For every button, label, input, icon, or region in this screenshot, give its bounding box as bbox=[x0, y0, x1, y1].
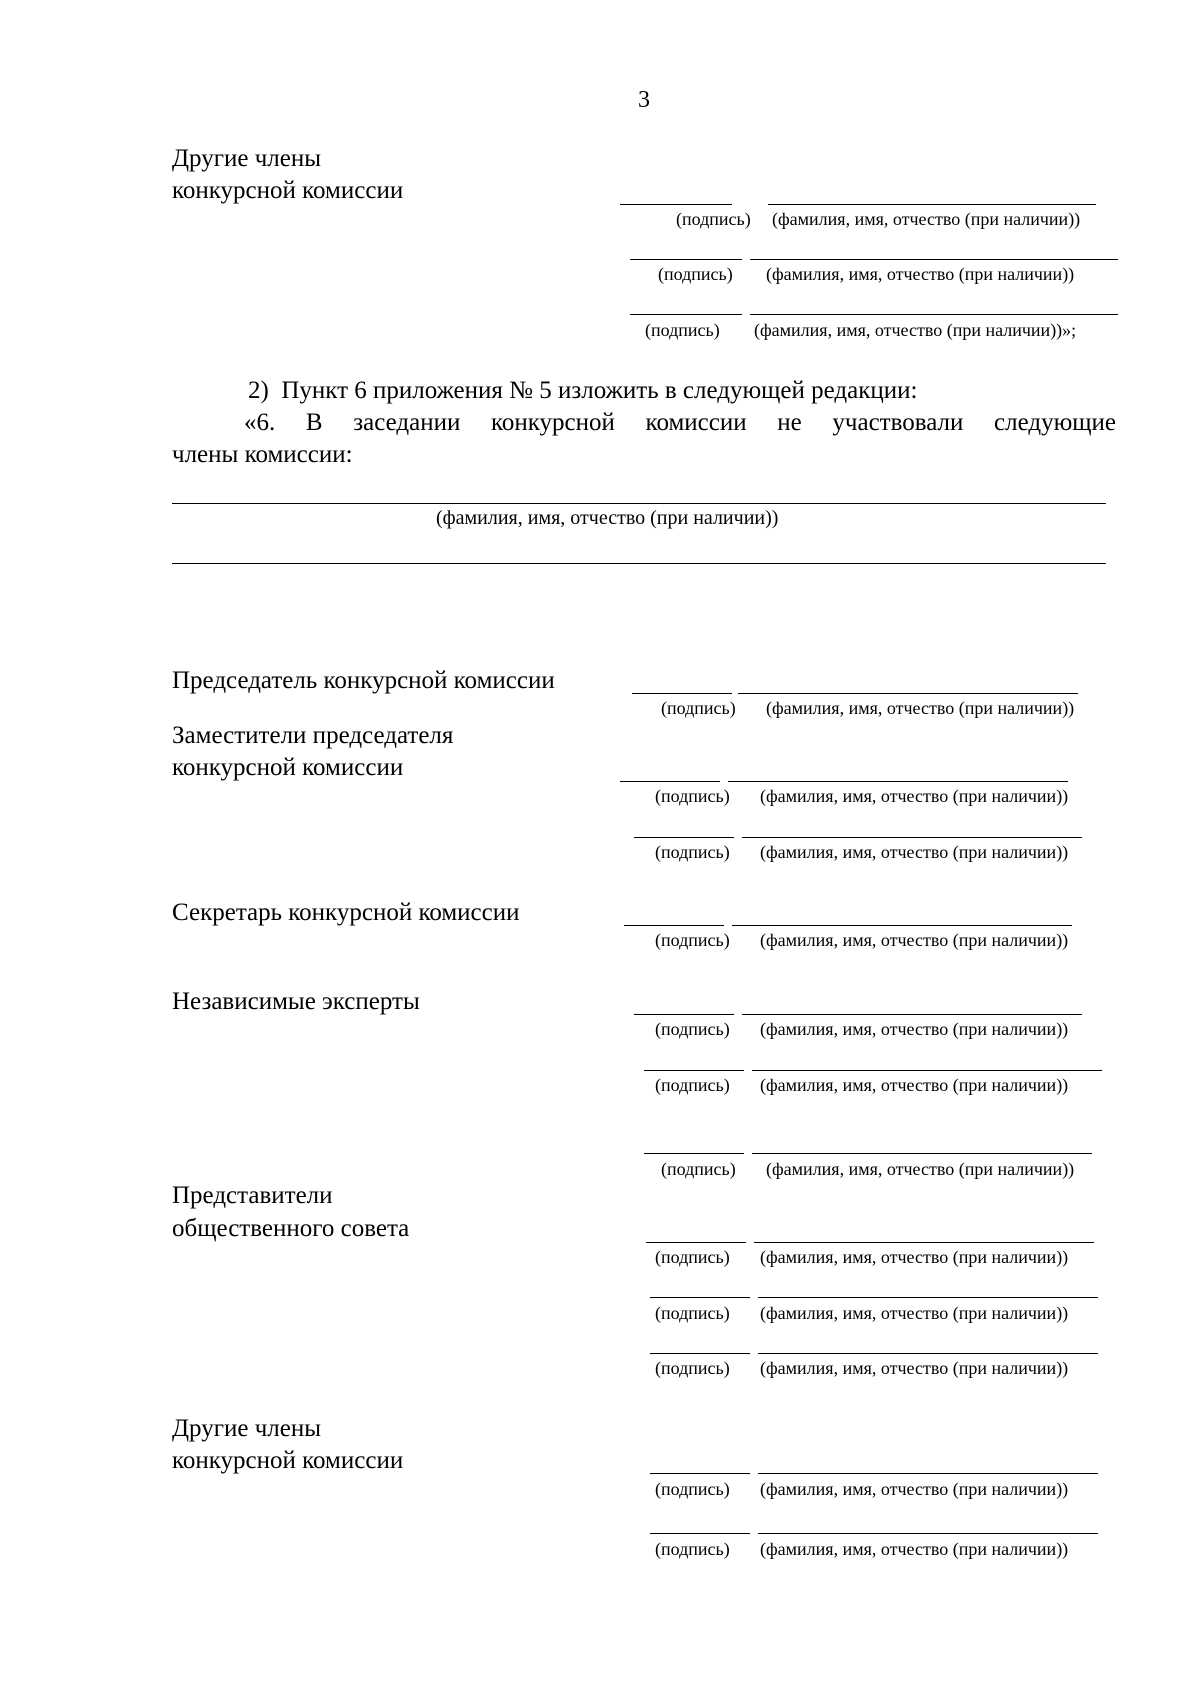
signature-caption: (подпись) bbox=[655, 842, 730, 862]
name-caption: (фамилия, имя, отчество (при наличии)) bbox=[766, 1159, 1075, 1179]
signature-caption: (подпись) bbox=[655, 1019, 730, 1039]
name-line bbox=[738, 693, 1078, 694]
name-caption: (фамилия, имя, отчество (при наличии)) bbox=[760, 1479, 1069, 1499]
signature-caption: (подпись) bbox=[676, 209, 751, 229]
name-caption: (фамилия, имя, отчество (при наличии)) bbox=[760, 786, 1069, 806]
signature-line bbox=[632, 693, 732, 694]
experts-label: Независимые эксперты bbox=[172, 988, 420, 1015]
signature-caption: (подпись) bbox=[661, 1159, 736, 1179]
top-others-label-line1: Другие члены bbox=[172, 145, 322, 172]
name-line bbox=[768, 204, 1096, 205]
signature-line bbox=[650, 1353, 750, 1354]
signature-caption: (подпись) bbox=[645, 320, 720, 340]
signature-line bbox=[644, 1153, 744, 1154]
signature-line bbox=[646, 1242, 746, 1243]
name-caption: (фамилия, имя, отчество (при наличии)) bbox=[772, 209, 1081, 229]
secretary-label: Секретарь конкурсной комиссии bbox=[172, 899, 520, 926]
amendment-item-text: Пункт 6 приложения № 5 изложить в следующей редакции: bbox=[281, 377, 918, 404]
name-caption: (фамилия, имя, отчество (при наличии)) bbox=[766, 698, 1075, 718]
name-caption: (фамилия, имя, отчество (при наличии)) bbox=[766, 264, 1075, 284]
page-number: 3 bbox=[638, 87, 650, 113]
name-line bbox=[750, 314, 1118, 315]
signature-line bbox=[620, 204, 732, 205]
name-line bbox=[732, 925, 1072, 926]
absent-members-caption: (фамилия, имя, отчество (при наличии)) bbox=[436, 507, 779, 529]
absent-members-line bbox=[172, 563, 1106, 564]
chairman-label: Председатель конкурсной комиссии bbox=[172, 667, 555, 694]
name-line bbox=[752, 1070, 1102, 1071]
others-label-line2: конкурсной комиссии bbox=[172, 1447, 404, 1474]
absent-members-line bbox=[172, 503, 1106, 504]
name-line bbox=[758, 1533, 1098, 1534]
signature-caption: (подпись) bbox=[655, 1247, 730, 1267]
council-label-line1: Представители bbox=[172, 1182, 333, 1209]
amendment-quote-line1: «6. В заседании конкурсной комиссии не участвовали следующие bbox=[244, 409, 1116, 436]
amendment-item bbox=[248, 374, 917, 407]
signature-line bbox=[650, 1533, 750, 1534]
signature-caption: (подпись) bbox=[655, 1075, 730, 1095]
name-line bbox=[742, 1014, 1082, 1015]
name-caption: (фамилия, имя, отчество (при наличии)) bbox=[760, 1075, 1069, 1095]
signature-line bbox=[624, 925, 724, 926]
name-line bbox=[728, 781, 1068, 782]
signature-caption: (подпись) bbox=[655, 930, 730, 950]
name-caption: (фамилия, имя, отчество (при наличии)) bbox=[760, 1247, 1069, 1267]
name-caption: (фамилия, имя, отчество (при наличии)) bbox=[760, 1358, 1069, 1378]
signature-line bbox=[650, 1473, 750, 1474]
amendment-item-number: 2) bbox=[248, 377, 269, 404]
name-line bbox=[758, 1353, 1098, 1354]
name-caption: (фамилия, имя, отчество (при наличии)) bbox=[760, 842, 1069, 862]
others-label-line1: Другие члены bbox=[172, 1415, 322, 1442]
deputies-label-line1: Заместители председателя bbox=[172, 722, 454, 749]
name-line bbox=[754, 1242, 1094, 1243]
signature-line bbox=[630, 314, 742, 315]
signature-caption: (подпись) bbox=[658, 264, 733, 284]
name-caption: (фамилия, имя, отчество (при наличии)) bbox=[760, 1539, 1069, 1559]
name-line bbox=[752, 1153, 1092, 1154]
signature-caption: (подпись) bbox=[655, 1303, 730, 1323]
signature-caption: (подпись) bbox=[661, 698, 736, 718]
signature-caption: (подпись) bbox=[655, 1539, 730, 1559]
name-line bbox=[758, 1473, 1098, 1474]
signature-line bbox=[620, 781, 720, 782]
signature-caption: (подпись) bbox=[655, 786, 730, 806]
name-line bbox=[742, 837, 1082, 838]
name-line bbox=[750, 259, 1118, 260]
signature-line bbox=[644, 1070, 744, 1071]
name-line bbox=[758, 1297, 1098, 1298]
signature-caption: (подпись) bbox=[655, 1358, 730, 1378]
council-label-line2: общественного совета bbox=[172, 1215, 410, 1242]
signature-line bbox=[634, 837, 734, 838]
name-caption: (фамилия, имя, отчество (при наличии)) bbox=[760, 1019, 1069, 1039]
amendment-quote-line2: члены комиссии: bbox=[172, 441, 353, 468]
signature-line bbox=[630, 259, 742, 260]
signature-caption: (подпись) bbox=[655, 1479, 730, 1499]
signature-line bbox=[650, 1297, 750, 1298]
name-caption: (фамилия, имя, отчество (при наличии)) bbox=[760, 930, 1069, 950]
top-others-label-line2: конкурсной комиссии bbox=[172, 177, 404, 204]
name-caption: (фамилия, имя, отчество (при наличии)) bbox=[760, 1303, 1069, 1323]
deputies-label-line2: конкурсной комиссии bbox=[172, 754, 404, 781]
name-caption: (фамилия, имя, отчество (при наличии))»; bbox=[754, 320, 1077, 340]
signature-line bbox=[634, 1014, 734, 1015]
